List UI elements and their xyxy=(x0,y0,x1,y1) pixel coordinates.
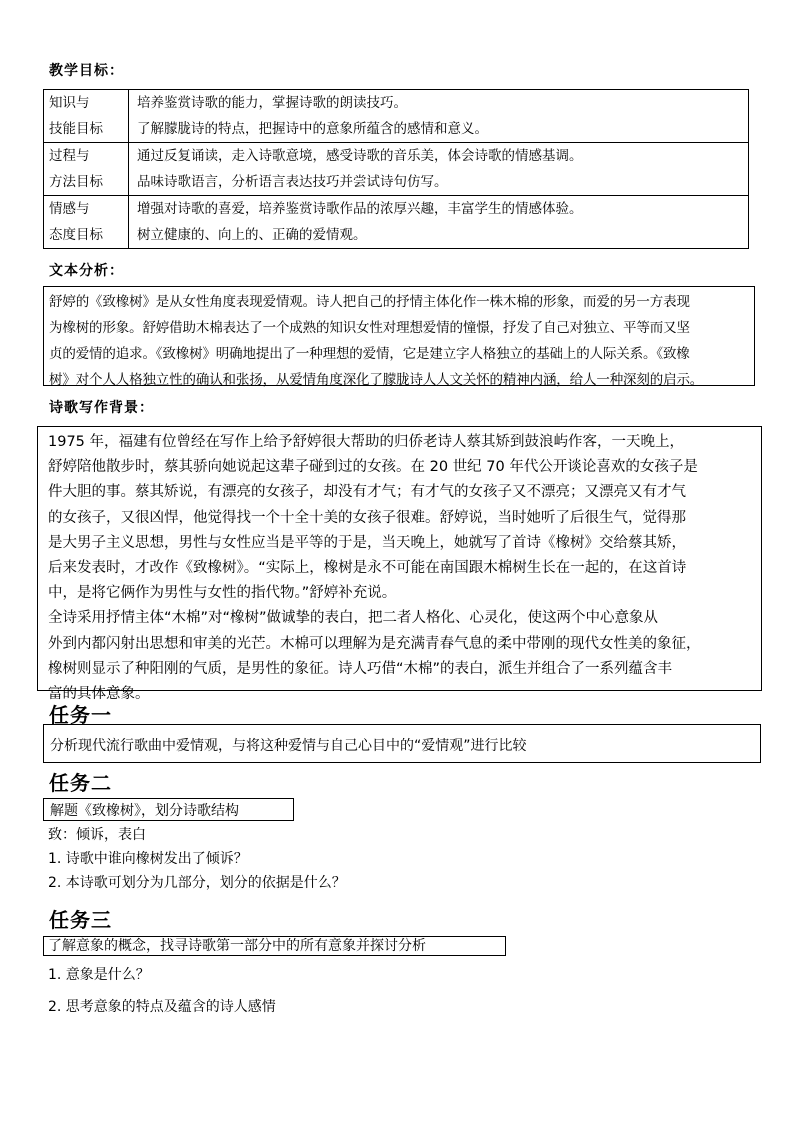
background-line: 的女孩子，又很凶悍，他觉得找一个十全十美的女孩子很难。舒婷说，当时她听了后很生气，觉得那 xyxy=(48,509,686,526)
analysis-box xyxy=(43,286,755,386)
objective-content-cell xyxy=(129,90,749,143)
objective-item: 通过反复诵读，走入诗歌意境，感受诗歌的音乐美，体会诗歌的情感基调。 xyxy=(137,148,583,164)
objective-content-cell xyxy=(129,196,749,249)
objective-content-cell xyxy=(129,143,749,196)
task1-box: 分析现代流行歌曲中爱情观，与将这种爱情与自己心目中的“爱情观”进行比较 xyxy=(43,724,761,763)
objective-label-line: 方法目标 xyxy=(49,174,103,190)
objective-label-line: 过程与 xyxy=(49,148,90,164)
task3-heading: 任务三 xyxy=(49,908,112,932)
analysis-line: 舒婷的《致橡树》是从女性角度表现爱情观。诗人把自己的抒情主体化作一株木棉的形象，而爱的另一方表现 xyxy=(49,294,690,310)
background-line: 全诗采用抒情主体“木棉”对“橡树”做诚挚的表白，把二者人格化、心灵化，使这两个中心意象从 xyxy=(48,610,659,627)
objective-row-attitude xyxy=(44,196,749,249)
background-line: 是大男子主义思想，男性与女性应当是平等的于是，当天晚上，她就写了首诗《橡树》交给蔡其矫， xyxy=(48,534,686,551)
objective-item: 品味诗歌语言，分析语言表达技巧并尝试诗句仿写。 xyxy=(137,174,448,190)
task2-question-1: 1. 诗歌中谁向橡树发出了倾诉？ xyxy=(48,851,248,867)
objectives-table xyxy=(43,89,749,249)
objective-label-cell xyxy=(44,143,129,196)
objective-row-knowledge xyxy=(44,90,749,143)
objective-label-line: 知识与 xyxy=(49,95,90,111)
objective-item: 树立健康的、向上的、正确的爱情观。 xyxy=(137,227,367,243)
objective-label-line: 技能目标 xyxy=(49,121,103,137)
objective-item: 了解朦胧诗的特点，把握诗中的意象所蕴含的感情和意义。 xyxy=(137,121,488,137)
task3-question-1: 1. 意象是什么？ xyxy=(48,967,150,983)
objective-label-cell xyxy=(44,196,129,249)
objectives-heading: 教学目标： xyxy=(49,63,124,79)
task1-heading: 任务一 xyxy=(49,703,112,727)
background-line: 中，是将它俩作为男性与女性的指代物。”舒婷补充说。 xyxy=(48,585,397,602)
background-line: 富的具体意象。 xyxy=(48,686,150,703)
background-line: 舒婷陪他散步时，蔡其骄向她说起这辈子碰到过的女孩。在 20 世纪 70 年代公开谈论喜欢的女孩子是 xyxy=(48,459,698,476)
task2-question-2: 2. 本诗歌可划分为几部分，划分的依据是什么？ xyxy=(48,875,346,891)
objective-item: 增强对诗歌的喜爱，培养鉴赏诗歌作品的浓厚兴趣，丰富学生的情感体验。 xyxy=(137,201,583,217)
task3-box: 了解意象的概念，找寻诗歌第一部分中的所有意象并探讨分析 xyxy=(43,936,506,956)
task3-question-2: 2. 思考意象的特点及蕴含的诗人感情 xyxy=(48,999,276,1015)
background-line: 件大胆的事。蔡其矫说，有漂亮的女孩子，却没有才气；有才气的女孩子又不漂亮；又漂亮又有才气 xyxy=(48,484,686,501)
background-line: 橡树则显示了种阳刚的气质，是男性的象征。诗人巧借“木棉”的表白，派生并组合了一系列蕴含丰 xyxy=(48,660,673,677)
analysis-heading: 文本分析： xyxy=(49,263,124,279)
objective-label-line: 情感与 xyxy=(49,201,90,217)
background-box xyxy=(37,426,762,703)
background-line: 1975 年，福建有位曾经在写作上给予舒婷很大帮助的归侨老诗人蔡其矫到鼓浪屿作客，一天晚上， xyxy=(48,434,685,450)
task2-heading: 任务二 xyxy=(49,771,112,795)
background-heading: 诗歌写作背景： xyxy=(49,400,154,416)
background-line: 后来发表时，才改作《致橡树》。“实际上，橡树是永不可能在南国跟木棉树生长在一起的，在这首诗 xyxy=(48,560,687,577)
objective-label-cell xyxy=(44,90,129,143)
task2-box: 解题《致橡树》，划分诗歌结构 xyxy=(43,798,294,821)
objective-row-process xyxy=(44,143,749,196)
background-line: 外到内都闪射出思想和审美的光芒。木棉可以理解为是充满青春气息的柔中带刚的现代女性美的象征， xyxy=(48,635,701,652)
objective-label-line: 态度目标 xyxy=(49,227,103,243)
analysis-line: 为橡树的形象。舒婷借助木棉表达了一个成熟的知识女性对理想爱情的憧憬，抒发了自己对独立、平等而又坚 xyxy=(49,320,690,336)
analysis-line: 贞的爱情的追求。《致橡树》明确地提出了一种理想的爱情，它是建立字人格独立的基础上的人际关系。《致橡 xyxy=(49,346,690,362)
analysis-line: 树》对个人人格独立性的确认和张扬，从爱情角度深化了朦胧诗人人文关怀的精神内涵，给人一种深刻的启示。 xyxy=(49,372,704,388)
task2-note: 致：倾诉，表白 xyxy=(48,827,146,843)
objective-item: 培养鉴赏诗歌的能力，掌握诗歌的朗读技巧。 xyxy=(137,95,407,111)
